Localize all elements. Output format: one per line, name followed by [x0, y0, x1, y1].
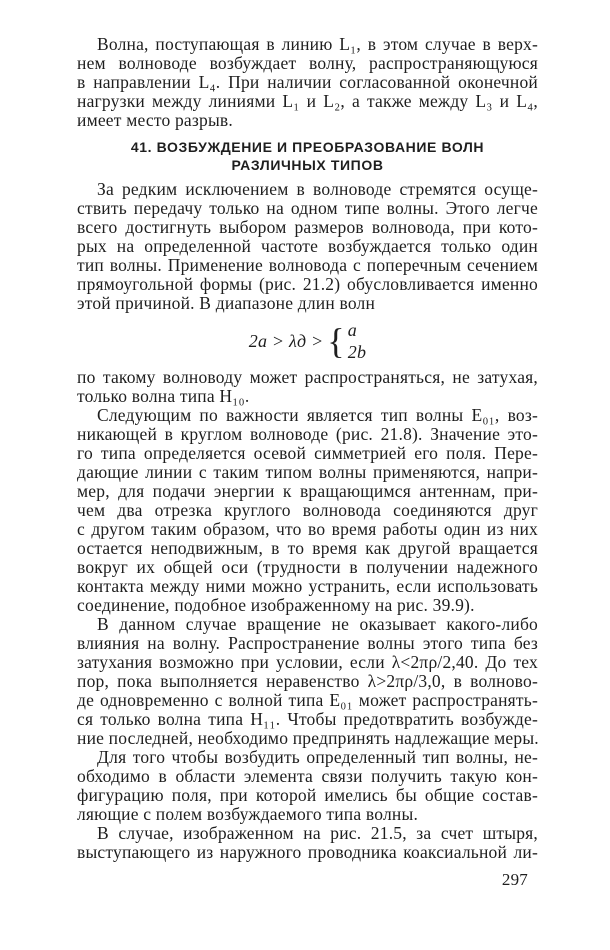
- text-line: вокруг их общей оси (трудности в получении надежного: [77, 557, 538, 577]
- formula-lhs: 2a > λд >: [248, 330, 324, 351]
- text-line: В случае, изображенном на рис. 21.5, за счет штыря,: [97, 823, 538, 843]
- text-line: Волна, поступающая в линию L₁, в этом случае в верх-: [97, 34, 538, 54]
- text-line: Следующим по важности является тип волны E₀₁, воз-: [97, 405, 538, 425]
- text-line: остается неподвижным, в то время как другой вращается: [77, 538, 538, 558]
- heading-line: РАЗЛИЧНЫХ ТИПОВ: [231, 157, 384, 173]
- paragraph: [77, 748, 538, 824]
- text-line: нагрузки между линиями L₁ и L₂, а также между L₃ и L₄,: [77, 91, 538, 111]
- text-line: с другом таким образом, что во время работы один из них: [77, 519, 538, 539]
- paragraph: [77, 35, 538, 130]
- text-line: ние последней, необходимо предпринять надлежащие меры.: [77, 728, 539, 748]
- text-line: выступающего из наружного проводника коаксиальной ли-: [77, 842, 538, 862]
- text-line: влияния на волну. Распространение волны этого типа без: [77, 633, 538, 653]
- text-line: нем волноводе возбуждает волну, распространяющуюся: [77, 53, 538, 73]
- text-line: Для того чтобы возбудить определенный тип волны, не-: [97, 747, 538, 767]
- heading-line: 41. ВОЗБУЖДЕНИЕ И ПРЕОБРАЗОВАНИЕ ВОЛН: [130, 139, 485, 155]
- text-line: В данном случае вращение не оказывает какого-либо: [97, 614, 538, 634]
- text-line: соединение, подобное изображенному на рис. 39.9).: [77, 595, 475, 615]
- formula: [77, 318, 538, 364]
- text-line: ляющие с полем возбуждаемого типа волны.: [77, 804, 419, 824]
- text-line: тип волны. Применение волновода с поперечным сечением: [77, 255, 538, 275]
- text-line: всего достигнуть выбором размеров волновода, при кото-: [77, 217, 538, 237]
- text-line: чем два отрезка круглого волновода соединяются друг: [77, 500, 538, 520]
- paragraph: [77, 406, 538, 615]
- text-line: дающие линии с таким типом волны применяются, напри-: [77, 462, 538, 482]
- paragraph-group: [77, 368, 538, 862]
- text-line: этой причиной. В диапазоне длин волн: [77, 293, 376, 313]
- formula-cases: [348, 319, 366, 363]
- text-line: в направлении L₄. При наличии согласованной оконечной: [77, 72, 538, 92]
- text-line: рых на определенной частоте возбуждается только один: [77, 236, 538, 256]
- text-line: только волна типа H₁₀.: [77, 386, 250, 406]
- text-line: ся только волна типа H₁₁. Чтобы предотвратить возбужде-: [77, 709, 538, 729]
- formula-upper: a: [347, 320, 357, 340]
- section-heading: [77, 138, 538, 174]
- text-line: никающей в круглом волноводе (рис. 21.8). Значение это-: [77, 424, 538, 444]
- text-line: имеет место разрыв.: [77, 110, 233, 130]
- text-line: контакта между ними можно устранить, если использовать: [77, 576, 538, 596]
- book-page: [77, 35, 538, 890]
- brace-symbol: {: [327, 321, 345, 361]
- text-line: по такому волноводу может распространяться, не затухая,: [77, 367, 538, 387]
- paragraph-group: [77, 35, 538, 130]
- text-line: затухания возможно при условии, если λ<2πρ/2,40. До тех: [77, 652, 538, 672]
- text-line: ствить передачу только на одном типе волны. Этого легче: [77, 198, 538, 218]
- paragraph: [77, 615, 538, 748]
- text-line: За редким исключением в волноводе стремятся осуще-: [97, 179, 538, 199]
- text-line: де одновременно с волной типа E₀₁ может распространять-: [77, 690, 538, 710]
- text-line: пор, пока выполняется неравенство λ>2πρ/3,0, в волново-: [77, 671, 538, 691]
- paragraph-group: [77, 180, 538, 313]
- text-line: обходимо в области элемента связи получить такую кон-: [77, 766, 538, 786]
- text-line: фигурацию поля, при которой имелись бы общие состав-: [77, 785, 538, 805]
- formula-lower: 2b: [347, 342, 367, 362]
- page-number: 297: [501, 870, 528, 889]
- paragraph: [77, 180, 538, 313]
- text-line: го типа определяется осевой симметрией его поля. Пере-: [77, 443, 538, 463]
- paragraph: [77, 368, 538, 406]
- text-line: мер, для подачи энергии к вращающимся антеннам, при-: [77, 481, 538, 501]
- text-line: прямоугольной формы (рис. 21.2) обусловливается именно: [77, 274, 538, 294]
- paragraph: [77, 824, 538, 862]
